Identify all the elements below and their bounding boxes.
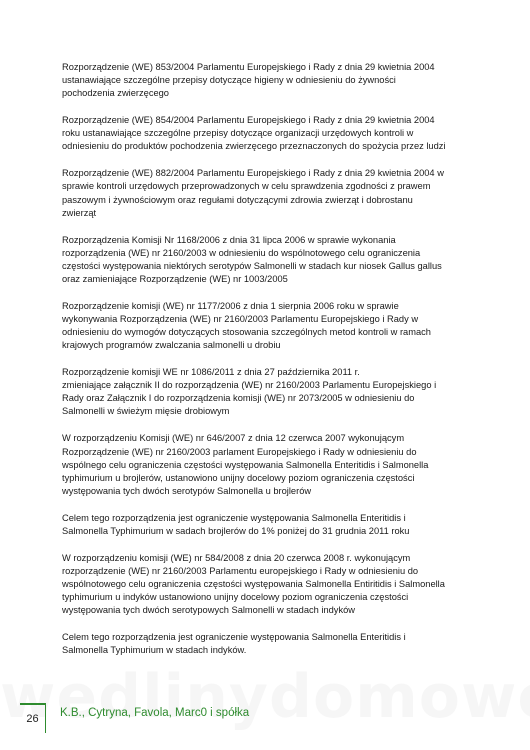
paragraph-regulation-853-2004: Rozporządzenie (WE) 853/2004 Parlamentu Europejskiego i Rady z dnia 29 kwietnia 2004 ustanawiające szczególne przepisy dotyczące higieny w odniesieniu do żywności pochodzenia zwierzęcego: [62, 62, 435, 99]
paragraph-regulation-882-2004: Rozporządzenie (WE) 882/2004 Parlamentu Europejskiego i Rady z dnia 29 kwietnia 2004 w sprawie kontroli urzędowych przeprowadzonych w celu sprawdzenia zgodności z prawem paszowym i żywnościowym oraz regułami dotyczącymi zdrowia zwierząt i dobrostanu zwierząt: [62, 168, 444, 218]
page-number: 26: [20, 703, 46, 733]
paragraph-regulation-854-2004: Rozporządzenie (WE) 854/2004 Parlamentu Europejskiego i Rady z dnia 29 kwietnia 2004 roku ustanawiające szczególne przepisy dotyczące organizacji urzędowych kontroli w odniesieniu do produktów pochodzenia zwierzęcego przeznaczonych do spożycia przez ludzi: [62, 115, 446, 152]
paragraph-regulation-1177-2006: Rozporządzenie komisji (WE) nr 1177/2006 z dnia 1 sierpnia 2006 roku w sprawie wykonywania Rozporządzenia (WE) nr 2160/2003 Parlamentu Europejskiego i Rady w odniesieniu do wymogów dotyczących stosowania szczególnych metod kontroli w ramach krajowych programów zwalczania salmonelli u drobiu: [62, 300, 431, 351]
paragraph-regulation-1086-2011: Rozporządzenie komisji WE nr 1086/2011 z dnia 27 października 2011 r. zmieniające załącznik II do rozporządzenia (WE) nr 2160/2003 Parlamentu Europejskiego i Rady oraz Załącznik I do rozporządzenia komisji (WE) nr 2073/2005 w odniesieniu do Salmonelli w świeżym mięsie drobiowym: [62, 367, 437, 417]
paragraph-regulation-1168-2006: Rozporządzenia Komisji Nr 1168/2006 z dnia 31 lipca 2006 w sprawie wykonania rozporządzenia (WE) nr 2160/2003 w odniesieniu do wspólnotowego celu ograniczenia częstości występowania niektórych serotypów Salmonelli w stadach kur niosek Gallus gallus oraz zamieniające Rozporządzenie (WE) nr 1003/2005: [62, 234, 442, 284]
page-footer: [20, 703, 530, 733]
paragraph-goal-broilers: Celem tego rozporządzenia jest ograniczenie występowania Salmonella Enteritidis i Salmonella Typhimurium w sadach brojlerów do 1% poniżej do 31 grudnia 2011 roku: [62, 512, 410, 536]
paragraph-goal-turkeys: Celem tego rozporządzenia jest ograniczenie występowania Salmonella Enteritidis i Salmonella Typhimurium w stadach indyków.: [62, 632, 406, 656]
paragraph-regulation-584-2008: W rozporządzeniu komisji (WE) nr 584/2008 z dnia 20 czerwca 2008 r. wykonującym rozporządzenie (WE) nr 2160/2003 Parlamentu europejskiego i Rady w odniesieniu do wspólnotowego celu ograniczenia częstości występowania Salmonella Entiritidis i Salmonella typhimurium u indyków ustanowiono unijny docelowy poziom ograniczenia częstości występowania tych dwóch serotypowych Salmonelli w stadach indyków: [62, 552, 445, 616]
document-body: [62, 61, 472, 671]
footer-credits: K.B., Cytryna, Favola, Marc0 i spółka: [60, 707, 250, 719]
paragraph-regulation-646-2007: W rozporządzeniu Komisji (WE) nr 646/2007 z dnia 12 czerwca 2007 wykonującym Rozporządzenie (WE) nr 2160/2003 parlament Europejskiego i Rady w odniesieniu do wspólnego celu ograniczenia częstości występowania Salmonella Enteritidis i Salmonella typhimurium u brojlerów, ustanowiono unijny docelowy poziom ograniczenia częstości występowania tych dwóch serotypów Salmonella u brojlerów: [62, 433, 429, 496]
